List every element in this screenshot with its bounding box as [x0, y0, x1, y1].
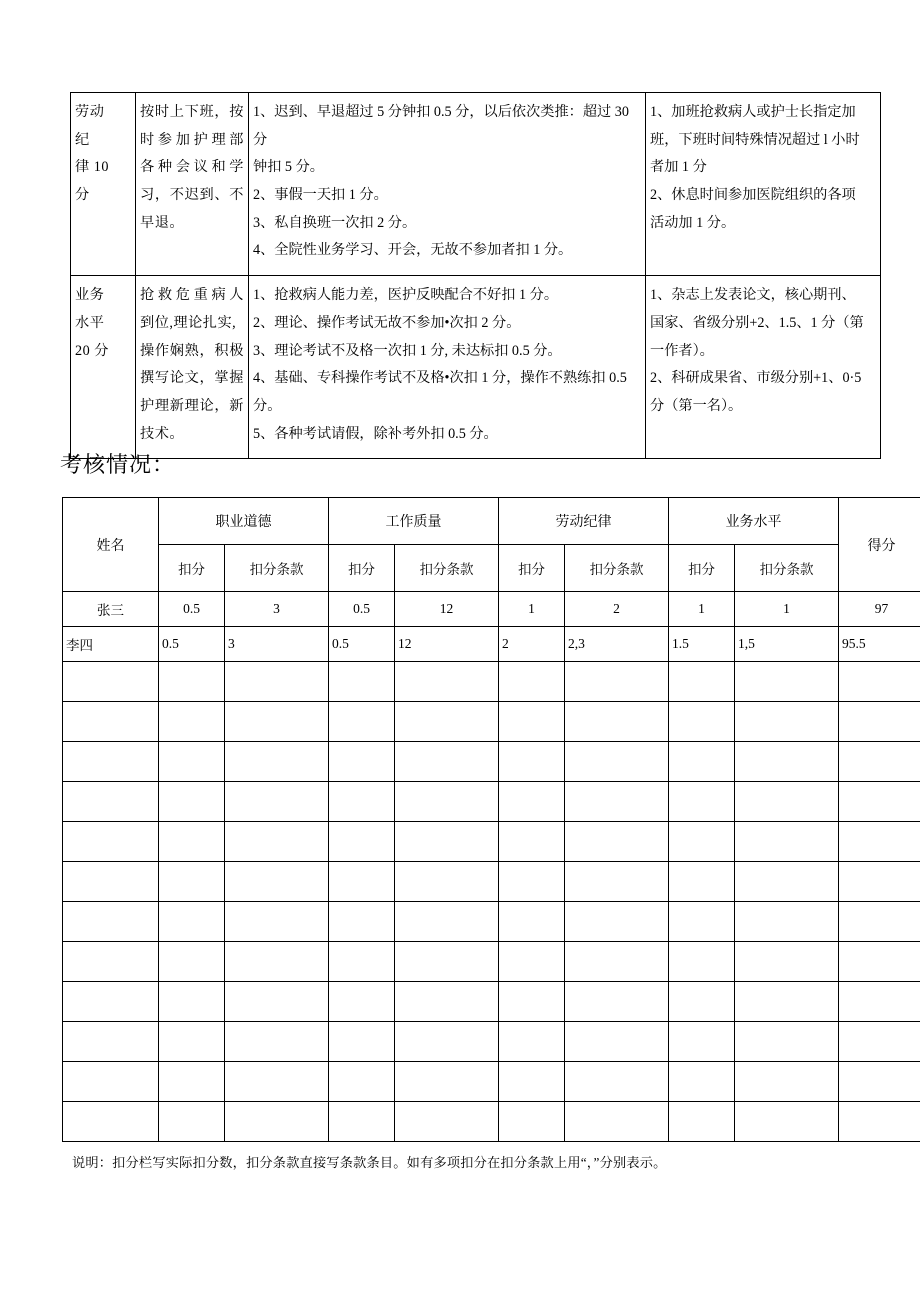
cell-value[interactable]	[225, 982, 329, 1022]
cell-value[interactable]	[329, 982, 395, 1022]
table-row[interactable]	[63, 782, 920, 822]
cell-value[interactable]	[329, 862, 395, 902]
rule-line: 3、理论考试不及格一次扣 1 分, 未达标扣 0.5 分。	[253, 342, 562, 359]
cell-value[interactable]	[329, 1062, 395, 1102]
cell-value[interactable]	[669, 822, 735, 862]
cell-value[interactable]	[225, 1062, 329, 1102]
header-group-labor-discipline: 劳动纪律	[499, 498, 669, 545]
cell-value[interactable]: 2	[565, 592, 669, 627]
cell-value[interactable]	[225, 1022, 329, 1062]
table-row[interactable]	[63, 862, 920, 902]
cell-value[interactable]	[159, 1062, 225, 1102]
cell-value[interactable]: 1	[499, 592, 565, 627]
cell-value[interactable]	[159, 1022, 225, 1062]
cell-value[interactable]	[329, 782, 395, 822]
table-row[interactable]	[63, 627, 920, 662]
cell-name[interactable]	[63, 822, 159, 862]
cell-value[interactable]	[499, 1102, 565, 1142]
bonus-line: 1、杂志上发表论文，核心期刊、	[650, 287, 856, 304]
cell-value[interactable]	[499, 1062, 565, 1102]
cell-value[interactable]	[159, 862, 225, 902]
cell-name[interactable]: 李四	[63, 627, 159, 662]
cell-value[interactable]	[159, 782, 225, 822]
cell-value[interactable]	[395, 902, 499, 942]
section-heading-assessment: 考核情况：	[60, 452, 176, 477]
cell-total-score[interactable]: 97	[839, 592, 920, 627]
table-row[interactable]	[63, 1022, 920, 1062]
bonus-line: 国家、省级分别+2、1.5、1 分（第	[650, 314, 864, 331]
cell-value[interactable]	[395, 862, 499, 902]
cell-value[interactable]	[225, 902, 329, 942]
cell-value[interactable]	[499, 782, 565, 822]
cell-total-score[interactable]	[839, 702, 920, 742]
cell-name[interactable]	[63, 1102, 159, 1142]
cell-total-score[interactable]	[839, 1102, 920, 1142]
assessment-table-container	[62, 497, 896, 1142]
cell-value[interactable]	[735, 902, 839, 942]
cell-value[interactable]	[225, 742, 329, 782]
standard-line: 护理新理论，新	[140, 397, 244, 414]
header-sub-deduction: 扣分	[669, 545, 735, 592]
cell-value[interactable]	[329, 942, 395, 982]
cell-total-score[interactable]	[839, 782, 920, 822]
bonus-line: 者加 1 分	[650, 159, 707, 176]
table-row[interactable]	[63, 942, 920, 982]
assessment-table-head	[63, 498, 920, 592]
cell-value[interactable]	[735, 702, 839, 742]
cell-value[interactable]	[159, 1102, 225, 1142]
criteria-table-container	[70, 92, 864, 459]
table-row[interactable]	[63, 662, 920, 702]
cell-value[interactable]	[669, 1102, 735, 1142]
cell-value[interactable]	[159, 942, 225, 982]
cell-value[interactable]	[499, 662, 565, 702]
cell-value[interactable]	[669, 1062, 735, 1102]
cell-total-score[interactable]	[839, 1062, 920, 1102]
rule-line: 2、事假一天扣 1 分。	[253, 187, 388, 204]
cell-value[interactable]: 1	[735, 592, 839, 627]
table-row[interactable]	[63, 702, 920, 742]
standard-line: 习，不迟到、不	[140, 187, 244, 204]
cell-value[interactable]	[159, 982, 225, 1022]
cell-value[interactable]	[735, 942, 839, 982]
cell-value[interactable]: 1,5	[735, 627, 839, 662]
cell-value[interactable]	[395, 1062, 499, 1102]
cell-total-score[interactable]	[839, 742, 920, 782]
cell-value[interactable]	[329, 822, 395, 862]
category-line: 劳动	[75, 104, 105, 120]
standard-line: 按时上下班，按	[140, 104, 244, 120]
criteria-row-professional-level	[71, 276, 881, 459]
assessment-header-row-groups	[63, 498, 920, 545]
cell-value[interactable]: 3	[225, 592, 329, 627]
cell-value[interactable]	[329, 1022, 395, 1062]
table-row[interactable]	[63, 592, 920, 627]
cell-total-score[interactable]	[839, 822, 920, 862]
table-row[interactable]	[63, 1102, 920, 1142]
cell-value[interactable]: 12	[395, 592, 499, 627]
header-sub-items: 扣分条款	[735, 545, 839, 592]
cell-value[interactable]	[225, 862, 329, 902]
cell-name[interactable]: 张三	[63, 592, 159, 627]
standard-line: 抢救危重病人	[140, 287, 244, 304]
cell-value[interactable]	[735, 862, 839, 902]
cell-value[interactable]	[735, 1102, 839, 1142]
standard-line: 时参加护理部	[140, 131, 244, 148]
cell-value[interactable]	[669, 662, 735, 702]
cell-name[interactable]	[63, 702, 159, 742]
cell-value[interactable]	[565, 742, 669, 782]
cell-value[interactable]	[565, 1102, 669, 1142]
bonus-line: 2、科研成果省、市级分别+1、0·5	[650, 370, 862, 387]
cell-value[interactable]	[499, 1022, 565, 1062]
header-sub-deduction: 扣分	[499, 545, 565, 592]
cell-value[interactable]	[565, 1062, 669, 1102]
category-line: 20 分	[75, 342, 109, 359]
criteria-bonus-rules-cell	[646, 276, 881, 459]
bonus-line: 一作者）。	[650, 342, 714, 359]
cell-value[interactable]	[499, 822, 565, 862]
table-row[interactable]	[63, 1062, 920, 1102]
table-row[interactable]	[63, 822, 920, 862]
cell-value[interactable]	[565, 1022, 669, 1062]
table-row[interactable]	[63, 982, 920, 1022]
standard-line: 各种会议和学	[140, 159, 244, 176]
cell-value[interactable]	[565, 702, 669, 742]
criteria-row-labor-discipline	[71, 93, 881, 276]
cell-name[interactable]	[63, 742, 159, 782]
cell-total-score[interactable]	[839, 982, 920, 1022]
cell-value[interactable]	[499, 702, 565, 742]
cell-value[interactable]	[669, 702, 735, 742]
rule-line: 2、理论、操作考试无故不参加•次扣 2 分。	[253, 314, 521, 331]
cell-value[interactable]	[159, 742, 225, 782]
cell-name[interactable]	[63, 662, 159, 702]
cell-total-score[interactable]	[839, 942, 920, 982]
bonus-line: 2、休息时间参加医院组织的各项	[650, 187, 856, 204]
cell-value[interactable]	[159, 702, 225, 742]
rule-line: 1、迟到、早退超过 5 分钟扣 0.5 分，以后依次类推：超过 30 分	[253, 104, 629, 148]
cell-value[interactable]: 3	[225, 627, 329, 662]
category-line: 业务	[75, 287, 105, 304]
cell-name[interactable]	[63, 942, 159, 982]
cell-name[interactable]	[63, 1022, 159, 1062]
cell-value[interactable]	[225, 662, 329, 702]
category-line: 分	[75, 187, 90, 204]
header-sub-deduction: 扣分	[159, 545, 225, 592]
category-line: 律 10	[75, 159, 109, 176]
cell-value[interactable]	[395, 942, 499, 982]
header-group-professional-ethics: 职业道德	[159, 498, 329, 545]
cell-value[interactable]	[329, 702, 395, 742]
cell-value[interactable]: 2	[499, 627, 565, 662]
header-sub-deduction: 扣分	[329, 545, 395, 592]
category-line: 纪	[75, 131, 90, 148]
cell-value[interactable]	[395, 1022, 499, 1062]
header-group-professional-level: 业务水平	[669, 498, 839, 545]
cell-value[interactable]	[499, 862, 565, 902]
cell-value[interactable]	[159, 902, 225, 942]
cell-value[interactable]	[565, 982, 669, 1022]
cell-value[interactable]	[735, 1062, 839, 1102]
assessment-table-body	[63, 592, 920, 662]
table-row[interactable]	[63, 902, 920, 942]
cell-value[interactable]	[395, 742, 499, 782]
criteria-deduction-rules-cell	[249, 93, 646, 276]
cell-value[interactable]	[735, 982, 839, 1022]
cell-value[interactable]	[565, 662, 669, 702]
cell-value[interactable]	[565, 782, 669, 822]
rule-line: 4、基础、专科操作考试不及格•次扣 1 分，操作不熟练扣 0.5	[253, 370, 627, 387]
criteria-bonus-rules-cell	[646, 93, 881, 276]
cell-value[interactable]	[669, 742, 735, 782]
bonus-line: 分（第一名）。	[650, 397, 743, 414]
assessment-blank-rows	[63, 662, 920, 1142]
header-sub-items: 扣分条款	[225, 545, 329, 592]
criteria-table-body	[71, 93, 881, 459]
cell-total-score[interactable]	[839, 662, 920, 702]
cell-value[interactable]	[225, 942, 329, 982]
cell-value[interactable]: 1.5	[669, 627, 735, 662]
header-name: 姓名	[63, 498, 159, 592]
cell-name[interactable]	[63, 902, 159, 942]
cell-value[interactable]	[735, 822, 839, 862]
cell-value[interactable]: 0.5	[329, 627, 395, 662]
cell-value[interactable]	[565, 862, 669, 902]
cell-value[interactable]	[499, 982, 565, 1022]
bonus-line: 1、加班抢救病人或护士长指定加	[650, 104, 856, 120]
cell-value[interactable]	[565, 822, 669, 862]
header-sub-items: 扣分条款	[395, 545, 499, 592]
cell-value[interactable]: 0.5	[159, 592, 225, 627]
cell-name[interactable]	[63, 862, 159, 902]
cell-value[interactable]	[499, 742, 565, 782]
cell-value[interactable]	[395, 662, 499, 702]
cell-value[interactable]	[735, 742, 839, 782]
criteria-standard-cell	[136, 93, 249, 276]
cell-value[interactable]	[225, 1102, 329, 1142]
cell-value[interactable]	[499, 942, 565, 982]
cell-name[interactable]	[63, 982, 159, 1022]
cell-value[interactable]	[395, 1102, 499, 1142]
cell-value[interactable]	[329, 1102, 395, 1142]
cell-total-score[interactable]	[839, 1022, 920, 1062]
standard-line: 操作娴熟，积极	[140, 342, 244, 359]
cell-value[interactable]	[565, 902, 669, 942]
cell-value[interactable]	[329, 742, 395, 782]
footer-note: 说明：扣分栏写实际扣分数，扣分条款直接写条款条目。如有多项扣分在扣分条款上用“，”分别表示。	[72, 1155, 667, 1170]
cell-value[interactable]: 0.5	[159, 627, 225, 662]
cell-value[interactable]: 1	[669, 592, 735, 627]
cell-total-score[interactable]	[839, 862, 920, 902]
header-total-score: 得分	[839, 498, 920, 592]
cell-value[interactable]	[669, 1022, 735, 1062]
criteria-standard-cell	[136, 276, 249, 459]
cell-value[interactable]	[329, 662, 395, 702]
cell-value[interactable]: 0.5	[329, 592, 395, 627]
cell-value[interactable]	[159, 662, 225, 702]
cell-value[interactable]	[669, 942, 735, 982]
rule-line: 4、全院性业务学习、开会，无故不参加者扣 1 分。	[253, 242, 573, 259]
cell-total-score[interactable]: 95.5	[839, 627, 920, 662]
rule-line: 5、各种考试请假，除补考外扣 0.5 分。	[253, 425, 498, 442]
criteria-deduction-rules-cell	[249, 276, 646, 459]
cell-value[interactable]	[735, 662, 839, 702]
cell-total-score[interactable]	[839, 902, 920, 942]
standard-line: 到位,理论扎实,	[140, 314, 237, 331]
assessment-header-row-subs	[63, 545, 920, 592]
cell-value[interactable]: 12	[395, 627, 499, 662]
header-group-work-quality: 工作质量	[329, 498, 499, 545]
cell-value[interactable]	[735, 782, 839, 822]
assessment-table	[62, 497, 920, 1142]
cell-value[interactable]	[159, 822, 225, 862]
standard-line: 早退。	[140, 214, 185, 231]
cell-value[interactable]	[329, 902, 395, 942]
rule-line: 1、抢救病人能力差，医护反映配合不好扣 1 分。	[253, 287, 559, 304]
rule-line: 钟扣 5 分。	[253, 159, 324, 176]
cell-value[interactable]	[669, 902, 735, 942]
cell-value[interactable]: 2,3	[565, 627, 669, 662]
criteria-table	[70, 92, 881, 459]
cell-value[interactable]	[225, 782, 329, 822]
cell-value[interactable]	[669, 982, 735, 1022]
category-line: 水平	[75, 314, 105, 331]
bonus-line: 活动加 1 分。	[650, 214, 736, 231]
header-sub-items: 扣分条款	[565, 545, 669, 592]
bonus-line: 班，下班时间特殊情况超过 l 小时	[650, 131, 860, 148]
criteria-category-cell	[71, 276, 136, 459]
rule-line: 分。	[253, 397, 282, 414]
rule-line: 3、私自换班一次扣 2 分。	[253, 214, 417, 231]
criteria-category-cell	[71, 93, 136, 276]
standard-line: 撰写论文，掌握	[140, 370, 244, 387]
cell-value[interactable]	[395, 982, 499, 1022]
cell-value[interactable]	[499, 902, 565, 942]
cell-value[interactable]	[395, 782, 499, 822]
cell-name[interactable]	[63, 1062, 159, 1102]
cell-value[interactable]	[565, 942, 669, 982]
cell-value[interactable]	[669, 862, 735, 902]
cell-value[interactable]	[225, 702, 329, 742]
cell-value[interactable]	[669, 782, 735, 822]
cell-value[interactable]	[395, 702, 499, 742]
table-row[interactable]	[63, 742, 920, 782]
cell-value[interactable]	[395, 822, 499, 862]
cell-value[interactable]	[735, 1022, 839, 1062]
cell-value[interactable]	[225, 822, 329, 862]
standard-line: 技术。	[140, 425, 185, 442]
cell-name[interactable]	[63, 782, 159, 822]
